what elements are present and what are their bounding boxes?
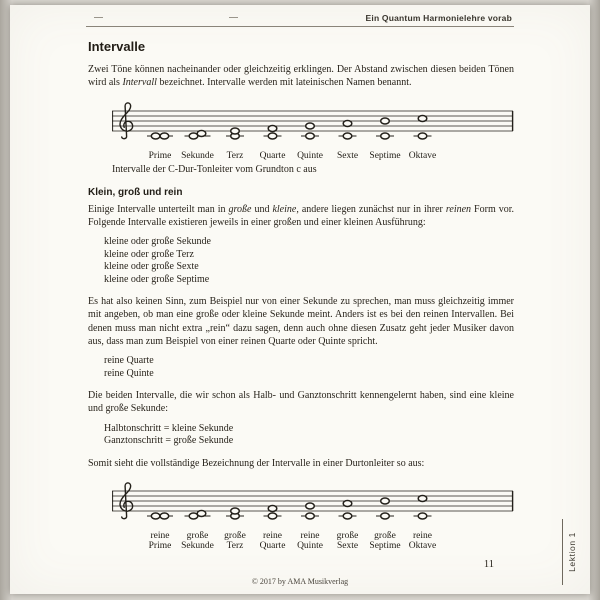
interval-labels-1 [112, 151, 514, 162]
whole-note [343, 500, 352, 506]
paragraph-schritte: Die beiden Intervalle, die wir schon als Halb- und Ganztonschritt kennengelernt haben, sind eine kleine und große Sekunde: [88, 390, 514, 415]
whole-note [197, 510, 206, 516]
interval-label [409, 531, 436, 552]
list-item: reine Quarte [104, 355, 154, 367]
whole-note [268, 505, 277, 511]
book-page [10, 5, 590, 594]
list-item: Ganztonschritt = große Sekunde [104, 435, 234, 447]
interval-label [369, 151, 400, 162]
paragraph-rein: Es hat also keinen Sinn, zum Beispiel nur von einer Sekunde zu sprechen, man muss gleichzeitig immer mit angeben, ob man eine große oder kleine Sekunde meint. Anders ist es bei den reinen Intervallen. Bei denen muss man nicht extra „rein“ dazu sagen, denn auch ohne diesen Zusatz geht jeder Musiker davon aus, dass man zum Beispiel von einer reinen Quarte oder Quinte spricht. [88, 296, 514, 347]
chapter-tab-label: Lektion 1 [567, 532, 577, 572]
interval-label-line: Septime [369, 541, 401, 552]
whole-note [151, 133, 160, 139]
whole-note [197, 130, 206, 136]
interval-label-line: Quinte [297, 150, 323, 161]
interval-label-line: reine [300, 530, 320, 541]
interval-label-line: Terz [226, 150, 244, 161]
whole-note [151, 513, 160, 519]
interval-label [369, 531, 400, 552]
interval-label [149, 531, 172, 552]
interval-label-line: Quarte [259, 541, 286, 552]
list-item: kleine oder große Septime [104, 273, 210, 285]
list-item: kleine oder große Sekunde [104, 236, 211, 248]
interval-label [337, 151, 358, 162]
figure-caption: Intervalle der C-Dur-Tonleiter vom Grundton c aus [112, 163, 317, 175]
interval-label [337, 531, 359, 552]
whole-note [268, 125, 277, 131]
whole-note [418, 513, 427, 519]
interval-list-gross-klein [104, 236, 514, 286]
text-run: bezeichnet. Intervalle werden mit lateinischen Namen benannt. [156, 77, 412, 89]
interval-label-line: große [374, 530, 396, 541]
text-run: Intervall [122, 77, 157, 89]
header-rule [86, 26, 514, 27]
interval-label-line: Terz [226, 541, 244, 552]
whole-note [268, 133, 277, 139]
interval-label [260, 531, 286, 552]
text-run: kleine [272, 203, 297, 215]
interval-label [227, 151, 244, 162]
interval-label-line: große [336, 530, 359, 541]
page-content [88, 33, 514, 554]
subsection-title: Klein, groß und rein [88, 186, 183, 198]
whole-note [343, 513, 352, 519]
whole-note [160, 133, 169, 139]
whole-note [418, 115, 427, 121]
interval-list-rein [104, 355, 514, 380]
interval-label [297, 151, 323, 162]
paragraph-intro [88, 63, 514, 90]
top-mark-icon [229, 17, 238, 18]
interval-label-line: reine [150, 530, 170, 541]
tab-rule [562, 519, 563, 585]
whole-note [160, 513, 169, 519]
footer-copyright: © 2017 by AMA Musikverlag [251, 577, 349, 586]
whole-note [231, 508, 240, 514]
interval-label [181, 531, 214, 552]
whole-note [381, 513, 390, 519]
paragraph-vollstaendig: Somit sieht die vollständige Bezeichnung der Intervalle in einer Durtonleiter so aus: [88, 457, 425, 469]
text-run: Form vor. Folgende Intervalle existieren jeweils in einer großen und einer kleinen Ausführung: [88, 203, 515, 229]
interval-label-line: reine [262, 530, 282, 541]
interval-label [260, 151, 286, 162]
whole-note [343, 120, 352, 126]
whole-note [306, 503, 315, 509]
notation-figure-1 [112, 97, 514, 162]
running-header: Ein Quantum Harmonielehre vorab [365, 13, 512, 23]
whole-note [306, 513, 315, 519]
whole-note [381, 118, 390, 124]
interval-label-line: Sexte [336, 150, 359, 161]
whole-note [268, 513, 277, 519]
whole-note [231, 128, 240, 134]
music-staff-1 [112, 97, 514, 151]
notation-figure-2 [112, 477, 514, 553]
whole-note [306, 123, 315, 129]
interval-label-line: Sekunde [181, 150, 214, 161]
section-title: Intervalle [88, 39, 146, 54]
paragraph-groessen [88, 203, 514, 230]
whole-note [381, 498, 390, 504]
list-item: reine Quinte [104, 367, 154, 379]
interval-label [149, 151, 172, 162]
whole-note [418, 133, 427, 139]
interval-label-line: Sekunde [181, 541, 214, 552]
text-run: große [228, 203, 252, 215]
text-run: reinen [445, 203, 472, 215]
interval-label [181, 151, 214, 162]
text-run: und [251, 203, 273, 215]
page-number: 11 [483, 559, 494, 570]
interval-label-line: Prime [148, 150, 172, 161]
whole-note [381, 133, 390, 139]
whole-note [343, 133, 352, 139]
interval-label-line: reine [413, 530, 432, 541]
interval-label [224, 531, 246, 552]
interval-label [297, 531, 323, 552]
interval-label [409, 151, 436, 162]
interval-label-line: Septime [369, 150, 401, 161]
top-mark-icon [94, 17, 103, 18]
interval-label-line: Quinte [297, 541, 323, 552]
interval-label-line: Oktave [408, 541, 437, 552]
text-run: Zwei Töne können nacheinander oder gleichzeitig erklingen. Der Abstand zwischen diesen beiden Tönen wird als [88, 64, 514, 89]
interval-label-line: Prime [148, 541, 172, 552]
interval-label-line: Oktave [408, 150, 437, 161]
list-item: kleine oder große Terz [104, 248, 194, 260]
music-staff-2 [112, 477, 514, 531]
interval-labels-2 [112, 531, 514, 553]
text-run: Einige Intervalle unterteilt man in [88, 203, 229, 215]
interval-label-line: Sexte [336, 541, 359, 552]
interval-label-line: Quarte [259, 150, 286, 161]
chapter-tab [562, 519, 577, 585]
schritt-list [104, 423, 514, 448]
interval-label-line: große [186, 530, 209, 541]
whole-note [418, 495, 427, 501]
list-item: Halbtonschritt = kleine Sekunde [104, 422, 234, 434]
text-run: , andere liegen zunächst nur in ihrer [296, 203, 446, 215]
whole-note [306, 133, 315, 139]
list-item: kleine oder große Sexte [104, 261, 199, 273]
interval-label-line: große [224, 530, 246, 541]
